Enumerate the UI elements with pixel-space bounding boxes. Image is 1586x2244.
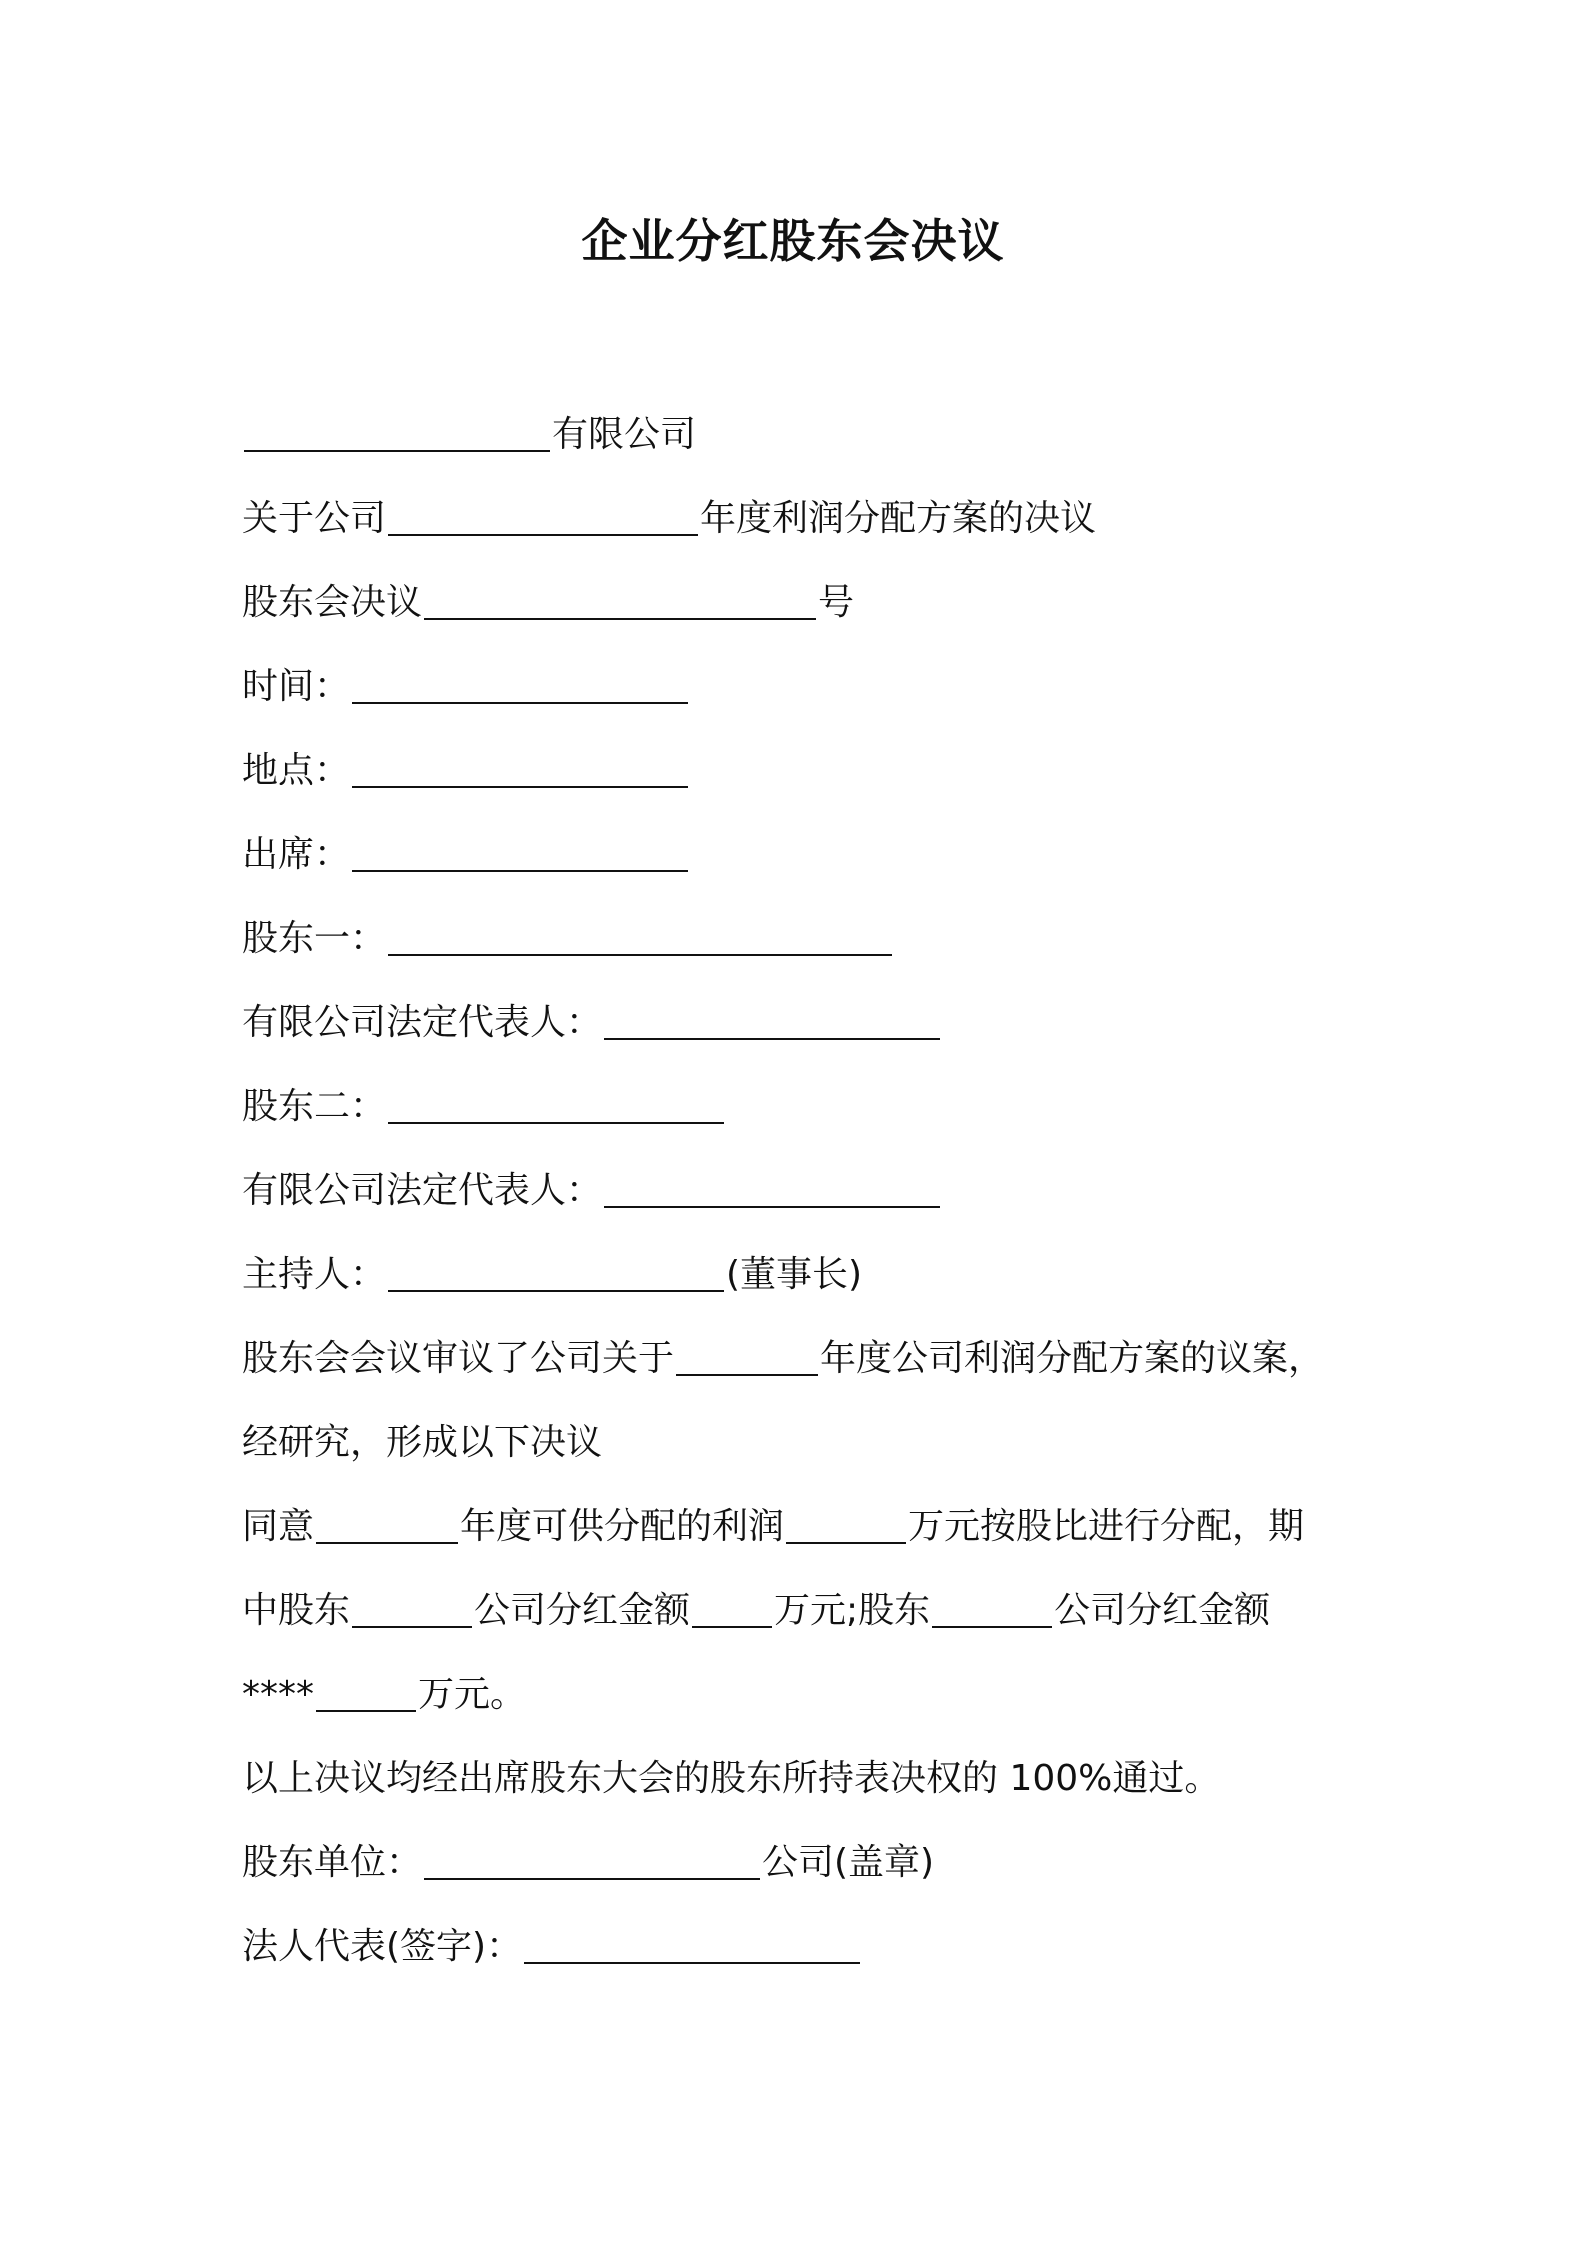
body3-profit-blank[interactable]	[786, 1502, 906, 1544]
signature-label: 法人代表(签字)：	[242, 1926, 523, 1967]
body-line-1	[242, 1334, 1324, 1384]
body5-amount-b-blank[interactable]	[316, 1670, 416, 1712]
host-line	[242, 1250, 862, 1300]
subject-year-blank[interactable]	[388, 494, 698, 536]
body-line-6	[242, 1754, 1220, 1804]
body5-prefix: ****	[242, 1674, 314, 1715]
unit-blank[interactable]	[424, 1838, 760, 1880]
host-suffix: (董事长)	[726, 1254, 863, 1295]
resolution-number-prefix: 股东会决议	[242, 582, 423, 623]
body-line-4	[242, 1586, 1270, 1636]
shareholder-one-blank[interactable]	[388, 914, 892, 956]
legal-rep-one-line	[242, 998, 942, 1048]
body4-middle2: 万元;股东	[774, 1590, 931, 1631]
company-name-blank[interactable]	[244, 410, 550, 452]
body4-amount-a-blank[interactable]	[692, 1586, 772, 1628]
host-label: 主持人：	[242, 1254, 387, 1295]
subject-prefix: 关于公司	[242, 498, 387, 539]
signature-line	[242, 1922, 862, 1972]
resolution-subject-line	[242, 494, 1096, 544]
shareholder-two-blank[interactable]	[388, 1082, 724, 1124]
place-line	[242, 746, 690, 796]
document-title: 企业分红股东会决议	[581, 214, 1005, 268]
body1-prefix: 股东会会议审议了公司关于	[242, 1338, 675, 1379]
time-line	[242, 662, 690, 712]
legal-rep-two-blank[interactable]	[604, 1166, 940, 1208]
body6-text: 以上决议均经出席股东大会的股东所持表决权的 100%通过。	[242, 1758, 1221, 1799]
unit-label: 股东单位：	[242, 1842, 423, 1883]
unit-suffix: 公司(盖章)	[762, 1842, 935, 1883]
shareholder-one-line	[242, 914, 894, 964]
shareholder-one-label: 股东一：	[242, 918, 387, 959]
resolution-number-suffix: 号	[818, 582, 855, 623]
shareholder-two-line	[242, 1082, 726, 1132]
host-blank[interactable]	[388, 1250, 724, 1292]
shareholder-unit-line	[242, 1838, 934, 1888]
body1-suffix: 年度公司利润分配方案的议案，	[820, 1338, 1325, 1379]
legal-rep-one-label: 有限公司法定代表人：	[242, 1002, 603, 1043]
body4-shareholder-b-blank[interactable]	[932, 1586, 1052, 1628]
body3-middle: 年度可供分配的利润	[460, 1506, 785, 1547]
subject-suffix: 年度利润分配方案的决议	[700, 498, 1097, 539]
body1-year-blank[interactable]	[676, 1334, 818, 1376]
company-suffix: 有限公司	[552, 414, 697, 455]
time-label: 时间：	[242, 666, 351, 707]
body-line-2	[242, 1418, 602, 1468]
legal-rep-two-line	[242, 1166, 942, 1216]
company-name-line	[242, 410, 696, 460]
attendance-line	[242, 830, 690, 880]
resolution-number-line	[242, 578, 854, 628]
attendance-blank[interactable]	[352, 830, 688, 872]
body3-year-blank[interactable]	[316, 1502, 458, 1544]
body-line-5	[242, 1670, 526, 1720]
body4-prefix: 中股东	[242, 1590, 351, 1631]
body4-shareholder-a-blank[interactable]	[352, 1586, 472, 1628]
signature-blank[interactable]	[524, 1922, 860, 1964]
legal-rep-one-blank[interactable]	[604, 998, 940, 1040]
resolution-number-blank[interactable]	[424, 578, 816, 620]
time-blank[interactable]	[352, 662, 688, 704]
attendance-label: 出席：	[242, 834, 351, 875]
legal-rep-two-label: 有限公司法定代表人：	[242, 1170, 603, 1211]
body4-suffix: 公司分红金额	[1054, 1590, 1271, 1631]
body4-middle1: 公司分红金额	[474, 1590, 691, 1631]
body2-text: 经研究，形成以下决议	[242, 1422, 603, 1463]
body-line-3	[242, 1502, 1304, 1552]
place-blank[interactable]	[352, 746, 688, 788]
shareholder-two-label: 股东二：	[242, 1086, 387, 1127]
place-label: 地点：	[242, 750, 351, 791]
body3-prefix: 同意	[242, 1506, 315, 1547]
body5-suffix: 万元。	[418, 1674, 527, 1715]
body3-suffix: 万元按股比进行分配，期	[908, 1506, 1305, 1547]
